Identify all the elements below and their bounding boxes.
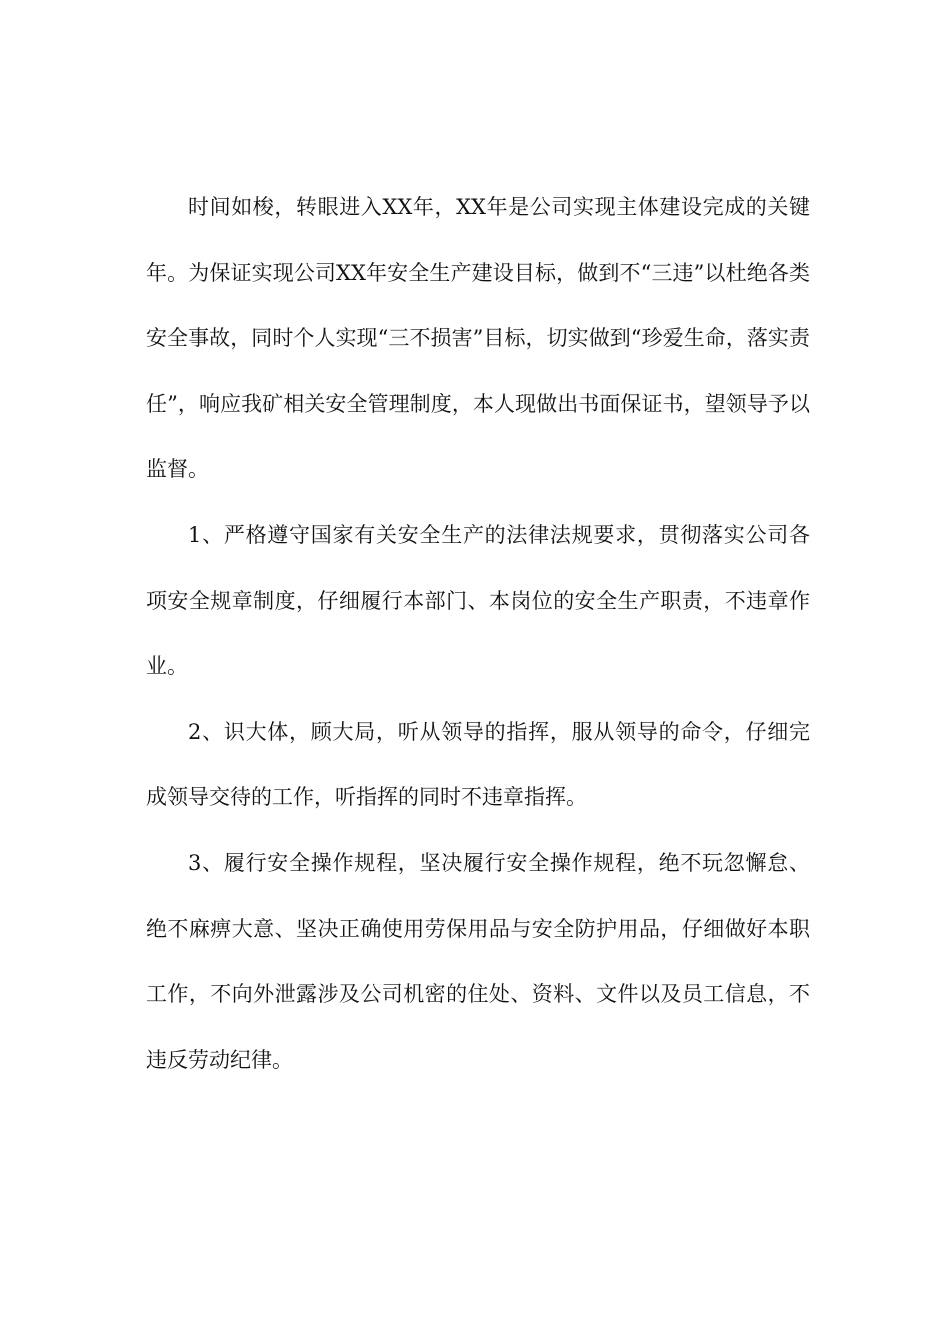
document-body [146, 175, 810, 1093]
paragraph-item-3: 3、履行安全操作规程，坚决履行安全操作规程，绝不玩忽懈怠、绝不麻痹大意、坚决正确使用劳保用品与安全防护用品，仔细做好本职工作，不向外泄露涉及公司机密的住处、资料、文件以及员工信息，不违反劳动纪律。 [146, 850, 810, 1072]
paragraph-intro: 时间如梭，转眼进入XX年，XX年是公司实现主体建设完成的关键年。为保证实现公司XX年安全生产建设目标，做到不“三违”以杜绝各类安全事故，同时个人实现“三不损害”目标，切实做到“珍爱生命，落实责任”，响应我矿相关安全管理制度，本人现做出书面保证书，望领导予以监督。 [146, 195, 810, 482]
paragraph-item-1: 1、严格遵守国家有关安全生产的法律法规要求，贯彻落实公司各项安全规章制度，仔细履行本部门、本岗位的安全生产职责，不违章作业。 [146, 522, 810, 679]
paragraph-item-2: 2、识大体，顾大局，听从领导的指挥，服从领导的命令，仔细完成领导交待的工作，听指挥的同时不违章指挥。 [146, 719, 810, 810]
